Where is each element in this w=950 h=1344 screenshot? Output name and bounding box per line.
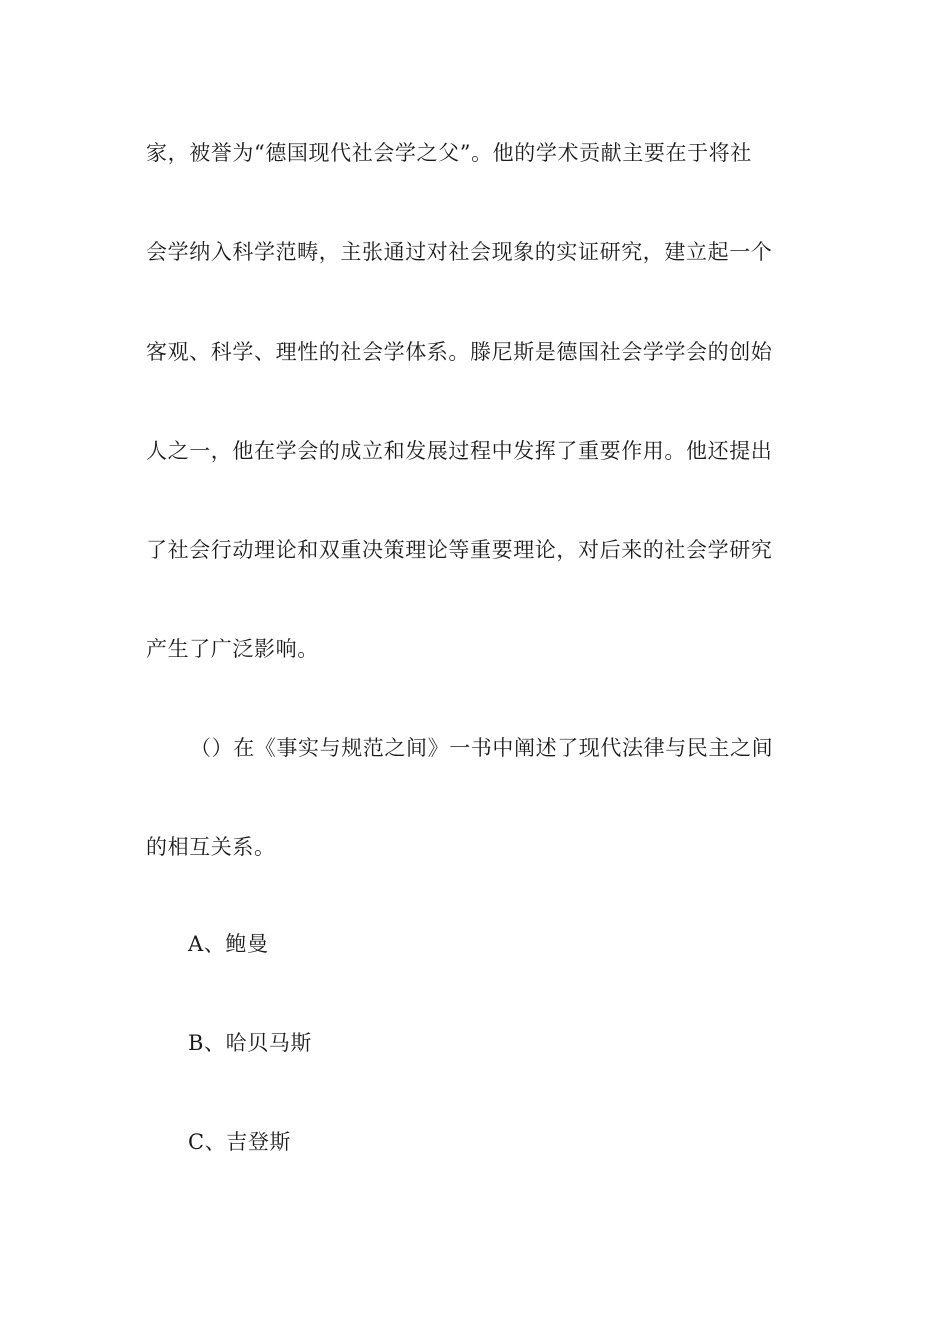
option-b: B、哈贝马斯 xyxy=(188,1031,313,1055)
question-line-2: 的相互关系。 xyxy=(146,835,276,859)
paragraph-line-5: 了社会行动理论和双重决策理论等重要理论，对后来的社会学研究 xyxy=(146,538,773,562)
question-line-1: （）在《事实与规范之间》一书中阐述了现代法律与民主之间 xyxy=(190,736,774,760)
paragraph-line-6: 产生了广泛影响。 xyxy=(146,637,319,661)
option-a: A、鲍曼 xyxy=(188,932,269,956)
paragraph-line-1: 家，被誉为“德国现代社会学之父”。他的学术贡献主要在于将社 xyxy=(146,141,752,165)
option-c: C、吉登斯 xyxy=(188,1130,292,1154)
paragraph-line-4: 人之一，他在学会的成立和发展过程中发挥了重要作用。他还提出 xyxy=(146,439,773,463)
paragraph-line-3: 客观、科学、理性的社会学体系。滕尼斯是德国社会学学会的创始 xyxy=(146,340,773,364)
paragraph-line-2: 会学纳入科学范畴，主张通过对社会现象的实证研究，建立起一个 xyxy=(146,240,773,264)
